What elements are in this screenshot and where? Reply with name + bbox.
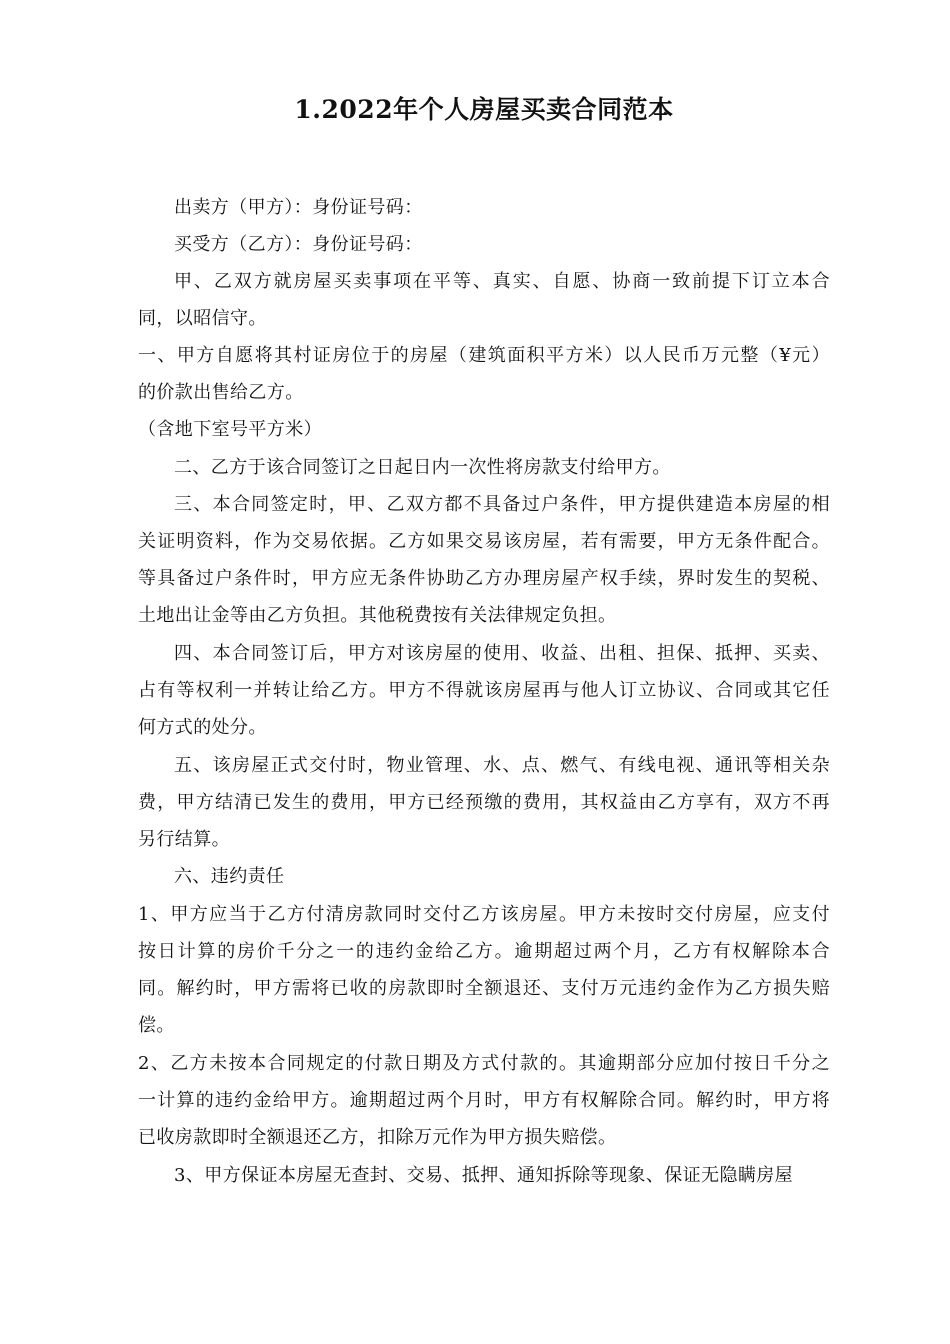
clause-6-1-line-3: 同。解约时，甲方需将已收的房款即时全额退还、支付万元违约金作为乙方损失赔: [138, 978, 830, 999]
clause-5-line-1: 五、该房屋正式交付时，物业管理、水、点、燃气、有线电视、通讯等相关杂: [174, 755, 830, 776]
clause-1-line-2: 的价款出售给乙方。: [138, 382, 304, 403]
clause-6-2-line-1: 2、乙方未按本合同规定的付款日期及方式付款的。其逾期部分应加付按日千分之: [138, 1053, 830, 1074]
contract-page: [138, 0, 830, 1344]
clause-4-line-1: 四、本合同签订后，甲方对该房屋的使用、收益、出租、担保、抵押、买卖、: [174, 643, 830, 664]
clause-6-3-line-1: 3、甲方保证本房屋无查封、交易、抵押、通知拆除等现象、保证无隐瞒房屋: [174, 1165, 794, 1186]
clause-6-heading: 六、违约责任: [174, 866, 285, 887]
clause-3-line-1: 三、本合同签定时，甲、乙双方都不具备过户条件，甲方提供建造本房屋的相: [174, 494, 830, 515]
clause-6-1-line-2: 按日计算的房价千分之一的违约金给乙方。逾期超过两个月，乙方有权解除本合: [138, 941, 830, 962]
clause-1-line-1: 一、甲方自愿将其村证房位于的房屋（建筑面积平方米）以人民币万元整（¥元）: [138, 345, 830, 366]
clause-3-line-3: 等具备过户条件时，甲方应无条件协助乙方办理房屋产权手续，界时发生的契税、: [138, 568, 830, 589]
document-title: 1.2022年个人房屋买卖合同范本: [294, 95, 674, 124]
clause-5-line-3: 另行结算。: [138, 829, 230, 850]
clause-3-line-2: 关证明资料，作为交易依据。乙方如果交易该房屋，若有需要，甲方无条件配合。: [138, 531, 830, 552]
clause-6-2-line-2: 一计算的违约金给甲方。逾期超过两个月时，甲方有权解除合同。解约时，甲方将: [138, 1090, 830, 1111]
buyer-line: 买受方（乙方）：身份证号码：: [174, 234, 423, 255]
clause-6-1-line-4: 偿。: [138, 1015, 175, 1036]
clause-6-1-line-1: 1、甲方应当于乙方付清房款同时交付乙方该房屋。甲方未按时交付房屋，应支付: [138, 904, 830, 925]
clause-4-line-2: 占有等权利一并转让给乙方。甲方不得就该房屋再与他人订立协议、合同或其它任: [138, 680, 830, 701]
clause-3-line-4: 土地出让金等由乙方负担。其他税费按有关法律规定负担。: [138, 605, 617, 626]
clause-2-line-1: 二、乙方于该合同签订之日起日内一次性将房款支付给甲方。: [174, 457, 671, 478]
clause-4-line-3: 何方式的处分。: [138, 717, 267, 738]
clause-6-2-line-3: 已收房款即时全额退还乙方，扣除万元作为甲方损失赔偿。: [138, 1127, 617, 1148]
clause-5-line-2: 费，甲方结清已发生的费用，甲方已经预缴的费用，其权益由乙方享有，双方不再: [138, 792, 830, 813]
preamble-line-1: 甲、乙双方就房屋买卖事项在平等、真实、自愿、协商一致前提下订立本合: [174, 271, 830, 292]
preamble-line-2: 同，以昭信守。: [138, 308, 267, 329]
seller-line: 出卖方（甲方）：身份证号码：: [174, 197, 423, 218]
clause-1-note: （含地下室号平方米）: [138, 419, 322, 440]
